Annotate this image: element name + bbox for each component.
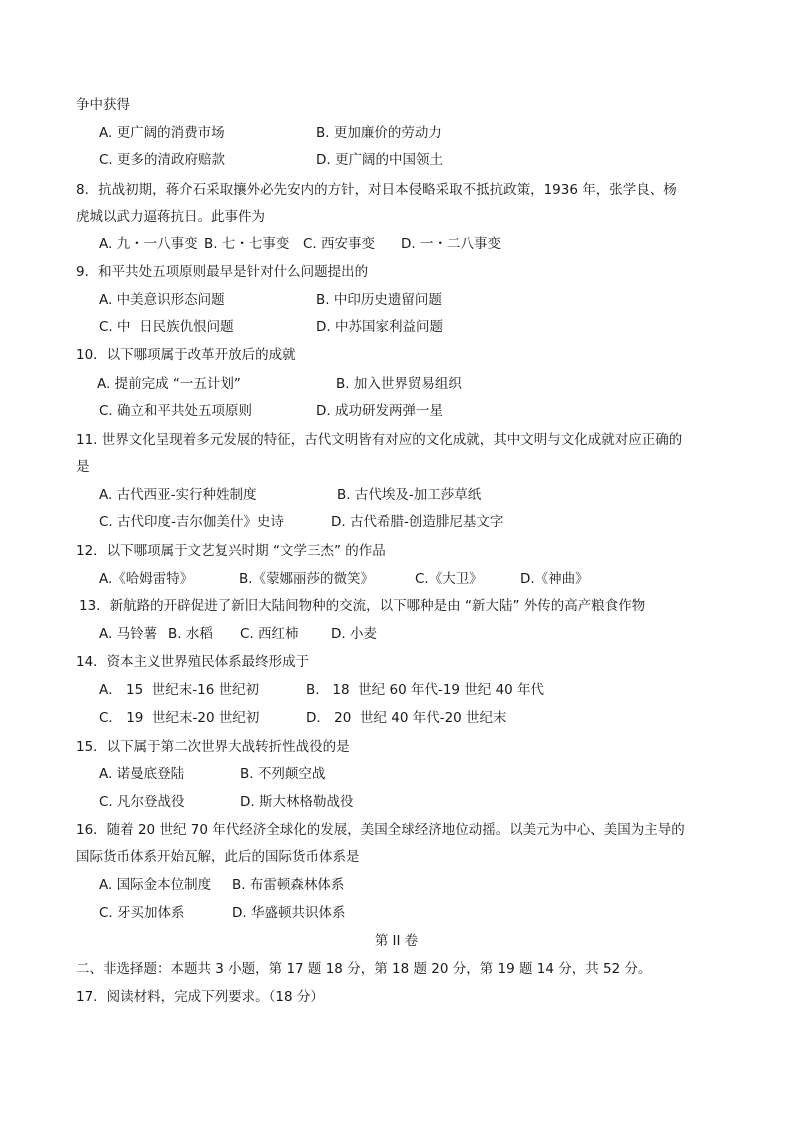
q13-stem: 13．新航路的开辟促进了新旧大陆间物种的交流，以下哪种是由 “新大陆” 外传的高产粮食作物 xyxy=(79,598,646,614)
q15-option-a: A. 诺曼底登陆 xyxy=(99,766,185,782)
q10-option-d: D. 成功研发两弹一星 xyxy=(316,403,443,419)
q15-option-b: B. 不列颠空战 xyxy=(240,766,326,782)
section-header: 二、非选择题：本题共 3 小题，第 17 题 18 分，第 18 题 20 分，第 19 题 14 分，共 52 分。 xyxy=(76,961,652,977)
q13-option-c: C. 西红柿 xyxy=(240,626,299,642)
q10-option-c: C. 确立和平共处五项原则 xyxy=(99,403,253,419)
q16-stem-line2: 国际货币体系开始瓦解，此后的国际货币体系是 xyxy=(76,849,360,865)
q8-option-a: A. 九・一八事变 xyxy=(99,236,198,252)
q10-option-a: A. 提前完成 “一五计划” xyxy=(97,376,241,392)
q16-option-c: C. 牙买加体系 xyxy=(99,905,185,921)
q8-option-c: C. 西安事变 xyxy=(303,236,376,252)
q9-option-a: A. 中美意识形态问题 xyxy=(99,292,225,308)
q15-option-c: C. 凡尔登战役 xyxy=(99,794,185,810)
q7-option-d: D. 更广阔的中国领土 xyxy=(316,152,443,168)
q15-option-d: D. 斯大林格勒战役 xyxy=(240,794,354,810)
q11-stem-line1: 11. 世界文化呈现着多元发展的特征，古代文明皆有对应的文化成就，其中文明与文化成就对应正确的 xyxy=(76,432,683,448)
q11-stem-line2: 是 xyxy=(76,459,90,475)
q11-option-d: D. 古代希腊-创造腓尼基文字 xyxy=(331,514,504,530)
q7-option-a: A. 更广阔的消费市场 xyxy=(99,125,225,141)
q11-option-c: C. 古代印度-吉尔伽美什》史诗 xyxy=(99,514,284,530)
q9-option-b: B. 中印历史遗留问题 xyxy=(316,292,442,308)
q14-option-a: A． 15 世纪末-16 世纪初 xyxy=(99,682,260,698)
q10-stem: 10．以下哪项属于改革开放后的成就 xyxy=(76,347,296,363)
q12-option-a: A.《哈姆雷特》 xyxy=(99,571,194,587)
q16-option-a: A. 国际金本位制度 xyxy=(99,877,212,893)
q9-option-c: C. 中 日民族仇恨问题 xyxy=(99,319,234,335)
q7-option-b: B. 更加廉价的劳动力 xyxy=(316,125,442,141)
q16-option-d: D. 华盛顿共识体系 xyxy=(232,905,346,921)
q9-stem: 9．和平共处五项原则最早是针对什么问题提出的 xyxy=(76,264,369,280)
q17-stem: 17．阅读材料，完成下列要求。（18 分） xyxy=(76,989,324,1005)
q8-stem-line1: 8．抗战初期，蒋介石采取攘外必先安内的方针，对日本侵略采取不抵抗政策，1936 年，张学良、杨 xyxy=(76,182,677,198)
q16-stem-line1: 16．随着 20 世纪 70 年代经济全球化的发展，美国全球经济地位动摇。以美元为中心、美国为主导的 xyxy=(76,822,685,838)
q14-option-c: C． 19 世纪末-20 世纪初 xyxy=(99,710,260,726)
q12-stem: 12．以下哪项属于文艺复兴时期 “文学三杰” 的作品 xyxy=(76,543,386,559)
q13-option-a: A. 马铃薯 xyxy=(99,626,158,642)
q10-option-b: B. 加入世界贸易组织 xyxy=(336,376,462,392)
q12-option-d: D.《神曲》 xyxy=(520,571,589,587)
q13-option-d: D. 小麦 xyxy=(331,626,377,642)
q9-option-d: D. 中苏国家利益问题 xyxy=(316,319,443,335)
q7-continuation: 争中获得 xyxy=(76,97,130,113)
q8-option-b: B. 七・七事变 xyxy=(204,236,290,252)
volume-title: 第 II 卷 xyxy=(374,933,419,949)
q11-option-a: A. 古代西亚-实行种姓制度 xyxy=(99,487,257,503)
q12-option-c: C.《大卫》 xyxy=(415,571,483,587)
q12-option-b: B.《蒙娜丽莎的微笑》 xyxy=(239,571,375,587)
q11-option-b: B. 古代埃及-加工莎草纸 xyxy=(337,487,482,503)
q8-option-d: D. 一・二八事变 xyxy=(401,236,501,252)
q8-stem-line2: 虎城以武力逼蒋抗日。此事件为 xyxy=(76,209,265,225)
q14-stem: 14．资本主义世界殖民体系最终形成于 xyxy=(76,654,310,670)
q15-stem: 15．以下属于第二次世界大战转折性战役的是 xyxy=(76,739,350,755)
q14-option-b: B. 18 世纪 60 年代-19 世纪 40 年代 xyxy=(306,682,545,698)
q16-option-b: B. 布雷顿森林体系 xyxy=(232,877,345,893)
q14-option-d: D． 20 世纪 40 年代-20 世纪末 xyxy=(306,710,507,726)
q13-option-b: B. 水稻 xyxy=(168,626,213,642)
q7-option-c: C. 更多的清政府赔款 xyxy=(99,152,226,168)
